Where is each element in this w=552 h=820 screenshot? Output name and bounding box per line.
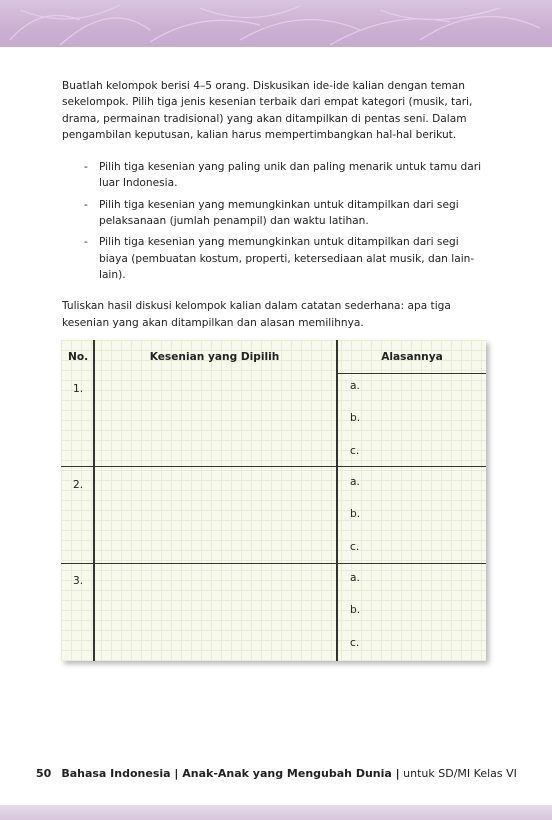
reason-item-c: c. — [350, 445, 360, 457]
bullet-dash: - — [84, 161, 88, 174]
answer-table — [61, 340, 486, 661]
row-number: 3. — [73, 575, 84, 587]
row-number: 2. — [73, 479, 84, 491]
task-paragraph: Tuliskan hasil diskusi kelompok kalian dalam catatan sederhana: apa tiga kesenian yang akan ditampilkan dan alasan memilihnya. — [62, 300, 451, 329]
header-no: No. — [68, 351, 89, 363]
list-item: - Pilih tiga kesenian yang paling unik dan paling menarik untuk tamu dari luar Indonesia. — [84, 161, 482, 190]
row-divider — [61, 466, 486, 467]
banner-leaf-pattern — [0, 0, 552, 47]
criteria-list — [62, 159, 486, 283]
header-alasan: Alasannya — [381, 351, 443, 363]
header-kesenian: Kesenian yang Dipilih — [149, 351, 280, 363]
reason-item-a: a. — [350, 572, 360, 584]
bullet-dash: - — [84, 198, 88, 211]
list-item: - Pilih tiga kesenian yang memungkinkan untuk ditampilkan dari segi pelaksanaan (jumlah penampil) dan waktu latihan. — [84, 198, 459, 228]
column-divider — [93, 340, 95, 661]
row-divider — [61, 563, 486, 564]
reason-item-c: c. — [350, 637, 360, 649]
page-number: 50 — [36, 767, 52, 780]
page-footer — [36, 767, 517, 780]
instruction-paragraph: Buatlah kelompok berisi 4–5 orang. Diskusikan ide-ide kalian dengan teman sekelompok. Pilih tiga jenis kesenian terbaik dari empat kategori (musik, tari, drama, permainan tradisional) yang akan ditampilkan di pentas seni. Dalam pengambilan keputusan, kalian harus mempertimbangkan hal-hal berikut. — [62, 80, 473, 141]
list-item: - Pilih tiga kesenian yang memungkinkan untuk ditampilkan dari segi biaya (pembuatan kostum, properti, ketersediaan alat musik, dan lain-lain). — [84, 236, 475, 281]
book-audience: untuk SD/MI Kelas VI — [399, 767, 517, 780]
reason-item-b: b. — [350, 604, 361, 616]
bullet-dash: - — [84, 236, 88, 249]
bottom-decorative-bar — [0, 805, 552, 820]
reason-item-a: a. — [350, 476, 360, 488]
header-underline — [336, 373, 486, 374]
row-number: 1. — [73, 383, 84, 395]
book-title: Bahasa Indonesia | Anak-Anak yang Mengubah Dunia | — [61, 767, 400, 780]
reason-item-c: c. — [350, 541, 360, 553]
reason-item-b: b. — [350, 508, 361, 520]
main-content — [62, 78, 486, 331]
reason-item-b: b. — [350, 412, 361, 424]
reason-item-a: a. — [350, 380, 360, 392]
top-decorative-banner — [0, 0, 552, 47]
column-divider — [336, 340, 338, 661]
